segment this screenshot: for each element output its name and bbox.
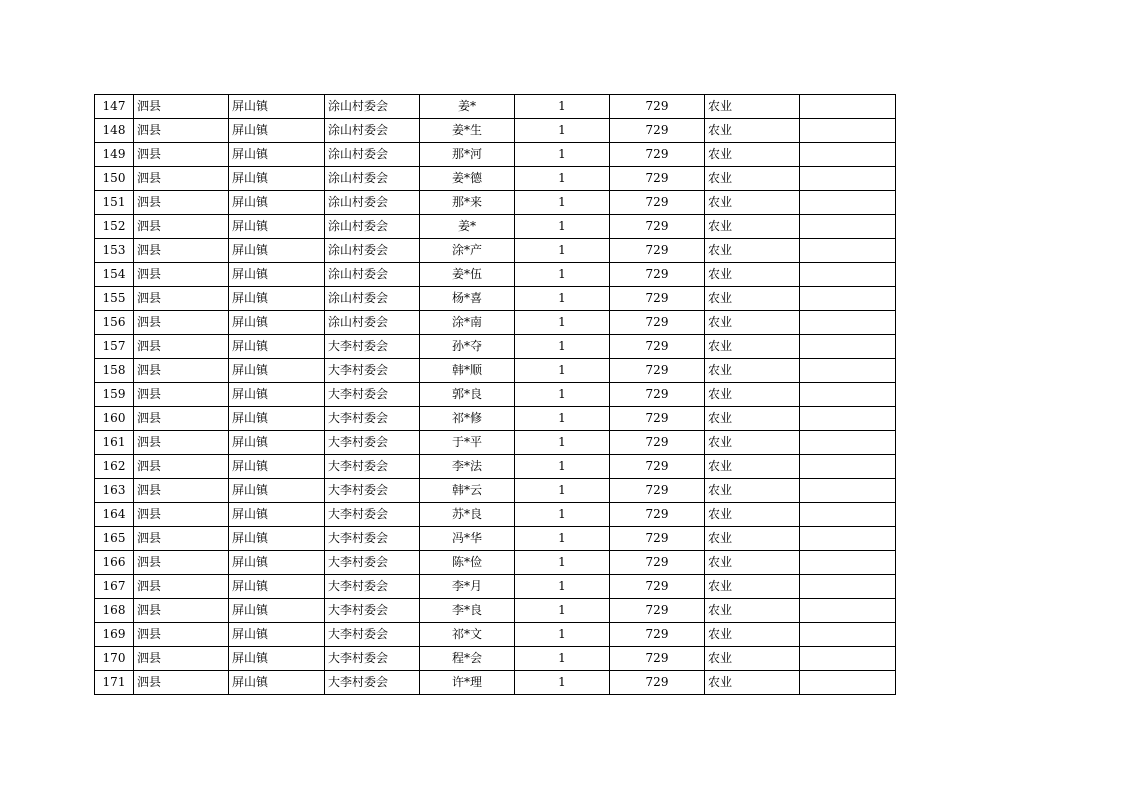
village-cell: 涂山村委会 bbox=[325, 119, 420, 143]
category-cell: 农业 bbox=[705, 647, 800, 671]
village-cell: 涂山村委会 bbox=[325, 95, 420, 119]
row-number-cell: 160 bbox=[95, 407, 134, 431]
town-cell: 屏山镇 bbox=[229, 215, 325, 239]
village-cell: 涂山村委会 bbox=[325, 263, 420, 287]
name-cell: 祁*修 bbox=[420, 407, 515, 431]
amount-cell: 729 bbox=[610, 359, 705, 383]
town-cell: 屏山镇 bbox=[229, 599, 325, 623]
county-cell: 泗县 bbox=[134, 551, 229, 575]
table-row bbox=[95, 671, 896, 695]
village-cell: 涂山村委会 bbox=[325, 311, 420, 335]
category-cell: 农业 bbox=[705, 623, 800, 647]
village-cell: 涂山村委会 bbox=[325, 215, 420, 239]
town-cell: 屏山镇 bbox=[229, 479, 325, 503]
amount-cell: 729 bbox=[610, 407, 705, 431]
table-row bbox=[95, 623, 896, 647]
count-cell: 1 bbox=[515, 383, 610, 407]
table-row bbox=[95, 479, 896, 503]
row-number-cell: 155 bbox=[95, 287, 134, 311]
village-cell: 涂山村委会 bbox=[325, 191, 420, 215]
count-cell: 1 bbox=[515, 551, 610, 575]
category-cell: 农业 bbox=[705, 119, 800, 143]
town-cell: 屏山镇 bbox=[229, 167, 325, 191]
county-cell: 泗县 bbox=[134, 287, 229, 311]
county-cell: 泗县 bbox=[134, 503, 229, 527]
village-cell: 大李村委会 bbox=[325, 383, 420, 407]
remark-cell bbox=[800, 167, 896, 191]
county-cell: 泗县 bbox=[134, 335, 229, 359]
count-cell: 1 bbox=[515, 671, 610, 695]
remark-cell bbox=[800, 431, 896, 455]
name-cell: 姜*伍 bbox=[420, 263, 515, 287]
town-cell: 屏山镇 bbox=[229, 551, 325, 575]
name-cell: 韩*顺 bbox=[420, 359, 515, 383]
category-cell: 农业 bbox=[705, 167, 800, 191]
town-cell: 屏山镇 bbox=[229, 119, 325, 143]
row-number-cell: 168 bbox=[95, 599, 134, 623]
table-row bbox=[95, 503, 896, 527]
amount-cell: 729 bbox=[610, 671, 705, 695]
remark-cell bbox=[800, 263, 896, 287]
village-cell: 大李村委会 bbox=[325, 647, 420, 671]
amount-cell: 729 bbox=[610, 383, 705, 407]
count-cell: 1 bbox=[515, 263, 610, 287]
remark-cell bbox=[800, 623, 896, 647]
category-cell: 农业 bbox=[705, 263, 800, 287]
category-cell: 农业 bbox=[705, 599, 800, 623]
village-cell: 大李村委会 bbox=[325, 599, 420, 623]
village-cell: 涂山村委会 bbox=[325, 167, 420, 191]
village-cell: 大李村委会 bbox=[325, 359, 420, 383]
remark-cell bbox=[800, 527, 896, 551]
name-cell: 冯*华 bbox=[420, 527, 515, 551]
category-cell: 农业 bbox=[705, 95, 800, 119]
count-cell: 1 bbox=[515, 503, 610, 527]
table-row bbox=[95, 215, 896, 239]
remark-cell bbox=[800, 239, 896, 263]
row-number-cell: 153 bbox=[95, 239, 134, 263]
amount-cell: 729 bbox=[610, 95, 705, 119]
name-cell: 涂*南 bbox=[420, 311, 515, 335]
town-cell: 屏山镇 bbox=[229, 647, 325, 671]
name-cell: 姜* bbox=[420, 95, 515, 119]
county-cell: 泗县 bbox=[134, 455, 229, 479]
amount-cell: 729 bbox=[610, 647, 705, 671]
table-row bbox=[95, 335, 896, 359]
town-cell: 屏山镇 bbox=[229, 95, 325, 119]
amount-cell: 729 bbox=[610, 503, 705, 527]
row-number-cell: 156 bbox=[95, 311, 134, 335]
row-number-cell: 150 bbox=[95, 167, 134, 191]
row-number-cell: 149 bbox=[95, 143, 134, 167]
name-cell: 那*河 bbox=[420, 143, 515, 167]
remark-cell bbox=[800, 287, 896, 311]
row-number-cell: 169 bbox=[95, 623, 134, 647]
remark-cell bbox=[800, 479, 896, 503]
town-cell: 屏山镇 bbox=[229, 287, 325, 311]
count-cell: 1 bbox=[515, 431, 610, 455]
county-cell: 泗县 bbox=[134, 119, 229, 143]
count-cell: 1 bbox=[515, 575, 610, 599]
village-cell: 大李村委会 bbox=[325, 455, 420, 479]
village-cell: 大李村委会 bbox=[325, 335, 420, 359]
village-cell: 涂山村委会 bbox=[325, 143, 420, 167]
count-cell: 1 bbox=[515, 527, 610, 551]
name-cell: 涂*产 bbox=[420, 239, 515, 263]
amount-cell: 729 bbox=[610, 527, 705, 551]
table-row bbox=[95, 455, 896, 479]
remark-cell bbox=[800, 335, 896, 359]
name-cell: 李*月 bbox=[420, 575, 515, 599]
row-number-cell: 158 bbox=[95, 359, 134, 383]
row-number-cell: 164 bbox=[95, 503, 134, 527]
count-cell: 1 bbox=[515, 647, 610, 671]
category-cell: 农业 bbox=[705, 527, 800, 551]
row-number-cell: 171 bbox=[95, 671, 134, 695]
county-cell: 泗县 bbox=[134, 359, 229, 383]
amount-cell: 729 bbox=[610, 263, 705, 287]
amount-cell: 729 bbox=[610, 287, 705, 311]
remark-cell bbox=[800, 575, 896, 599]
table-row bbox=[95, 359, 896, 383]
table-row bbox=[95, 551, 896, 575]
amount-cell: 729 bbox=[610, 599, 705, 623]
county-cell: 泗县 bbox=[134, 623, 229, 647]
name-cell: 郭*良 bbox=[420, 383, 515, 407]
category-cell: 农业 bbox=[705, 359, 800, 383]
village-cell: 涂山村委会 bbox=[325, 239, 420, 263]
category-cell: 农业 bbox=[705, 335, 800, 359]
county-cell: 泗县 bbox=[134, 431, 229, 455]
amount-cell: 729 bbox=[610, 167, 705, 191]
row-number-cell: 147 bbox=[95, 95, 134, 119]
category-cell: 农业 bbox=[705, 383, 800, 407]
county-cell: 泗县 bbox=[134, 191, 229, 215]
row-number-cell: 148 bbox=[95, 119, 134, 143]
town-cell: 屏山镇 bbox=[229, 407, 325, 431]
name-cell: 李*良 bbox=[420, 599, 515, 623]
county-cell: 泗县 bbox=[134, 575, 229, 599]
category-cell: 农业 bbox=[705, 431, 800, 455]
village-cell: 大李村委会 bbox=[325, 671, 420, 695]
town-cell: 屏山镇 bbox=[229, 311, 325, 335]
name-cell: 孙*夺 bbox=[420, 335, 515, 359]
category-cell: 农业 bbox=[705, 551, 800, 575]
table-row bbox=[95, 431, 896, 455]
name-cell: 苏*良 bbox=[420, 503, 515, 527]
town-cell: 屏山镇 bbox=[229, 239, 325, 263]
name-cell: 姜* bbox=[420, 215, 515, 239]
row-number-cell: 163 bbox=[95, 479, 134, 503]
category-cell: 农业 bbox=[705, 455, 800, 479]
county-cell: 泗县 bbox=[134, 599, 229, 623]
row-number-cell: 157 bbox=[95, 335, 134, 359]
row-number-cell: 165 bbox=[95, 527, 134, 551]
village-cell: 大李村委会 bbox=[325, 407, 420, 431]
town-cell: 屏山镇 bbox=[229, 143, 325, 167]
county-cell: 泗县 bbox=[134, 311, 229, 335]
row-number-cell: 162 bbox=[95, 455, 134, 479]
town-cell: 屏山镇 bbox=[229, 383, 325, 407]
amount-cell: 729 bbox=[610, 191, 705, 215]
category-cell: 农业 bbox=[705, 575, 800, 599]
county-cell: 泗县 bbox=[134, 383, 229, 407]
table-row bbox=[95, 599, 896, 623]
village-cell: 大李村委会 bbox=[325, 623, 420, 647]
amount-cell: 729 bbox=[610, 623, 705, 647]
town-cell: 屏山镇 bbox=[229, 455, 325, 479]
count-cell: 1 bbox=[515, 479, 610, 503]
remark-cell bbox=[800, 599, 896, 623]
count-cell: 1 bbox=[515, 599, 610, 623]
town-cell: 屏山镇 bbox=[229, 359, 325, 383]
county-cell: 泗县 bbox=[134, 479, 229, 503]
county-cell: 泗县 bbox=[134, 407, 229, 431]
remark-cell bbox=[800, 407, 896, 431]
category-cell: 农业 bbox=[705, 239, 800, 263]
count-cell: 1 bbox=[515, 359, 610, 383]
remark-cell bbox=[800, 503, 896, 527]
town-cell: 屏山镇 bbox=[229, 575, 325, 599]
town-cell: 屏山镇 bbox=[229, 431, 325, 455]
count-cell: 1 bbox=[515, 95, 610, 119]
category-cell: 农业 bbox=[705, 143, 800, 167]
table-row bbox=[95, 287, 896, 311]
row-number-cell: 161 bbox=[95, 431, 134, 455]
remark-cell bbox=[800, 191, 896, 215]
table-row bbox=[95, 239, 896, 263]
row-number-cell: 166 bbox=[95, 551, 134, 575]
county-cell: 泗县 bbox=[134, 167, 229, 191]
amount-cell: 729 bbox=[610, 431, 705, 455]
amount-cell: 729 bbox=[610, 215, 705, 239]
count-cell: 1 bbox=[515, 455, 610, 479]
amount-cell: 729 bbox=[610, 455, 705, 479]
table-row bbox=[95, 167, 896, 191]
amount-cell: 729 bbox=[610, 479, 705, 503]
town-cell: 屏山镇 bbox=[229, 527, 325, 551]
data-table bbox=[94, 94, 896, 695]
count-cell: 1 bbox=[515, 215, 610, 239]
remark-cell bbox=[800, 143, 896, 167]
name-cell: 程*会 bbox=[420, 647, 515, 671]
row-number-cell: 167 bbox=[95, 575, 134, 599]
village-cell: 大李村委会 bbox=[325, 575, 420, 599]
remark-cell bbox=[800, 359, 896, 383]
name-cell: 韩*云 bbox=[420, 479, 515, 503]
county-cell: 泗县 bbox=[134, 215, 229, 239]
county-cell: 泗县 bbox=[134, 143, 229, 167]
table-row bbox=[95, 647, 896, 671]
name-cell: 许*理 bbox=[420, 671, 515, 695]
town-cell: 屏山镇 bbox=[229, 671, 325, 695]
row-number-cell: 159 bbox=[95, 383, 134, 407]
remark-cell bbox=[800, 383, 896, 407]
amount-cell: 729 bbox=[610, 143, 705, 167]
count-cell: 1 bbox=[515, 407, 610, 431]
category-cell: 农业 bbox=[705, 191, 800, 215]
name-cell: 姜*德 bbox=[420, 167, 515, 191]
remark-cell bbox=[800, 215, 896, 239]
name-cell: 于*平 bbox=[420, 431, 515, 455]
town-cell: 屏山镇 bbox=[229, 263, 325, 287]
row-number-cell: 170 bbox=[95, 647, 134, 671]
county-cell: 泗县 bbox=[134, 263, 229, 287]
row-number-cell: 154 bbox=[95, 263, 134, 287]
count-cell: 1 bbox=[515, 119, 610, 143]
amount-cell: 729 bbox=[610, 551, 705, 575]
town-cell: 屏山镇 bbox=[229, 191, 325, 215]
count-cell: 1 bbox=[515, 167, 610, 191]
county-cell: 泗县 bbox=[134, 647, 229, 671]
table-row bbox=[95, 191, 896, 215]
category-cell: 农业 bbox=[705, 311, 800, 335]
county-cell: 泗县 bbox=[134, 671, 229, 695]
remark-cell bbox=[800, 95, 896, 119]
name-cell: 那*来 bbox=[420, 191, 515, 215]
row-number-cell: 151 bbox=[95, 191, 134, 215]
county-cell: 泗县 bbox=[134, 527, 229, 551]
village-cell: 大李村委会 bbox=[325, 431, 420, 455]
category-cell: 农业 bbox=[705, 503, 800, 527]
remark-cell bbox=[800, 455, 896, 479]
county-cell: 泗县 bbox=[134, 95, 229, 119]
remark-cell bbox=[800, 671, 896, 695]
town-cell: 屏山镇 bbox=[229, 623, 325, 647]
village-cell: 大李村委会 bbox=[325, 527, 420, 551]
count-cell: 1 bbox=[515, 191, 610, 215]
village-cell: 大李村委会 bbox=[325, 551, 420, 575]
village-cell: 大李村委会 bbox=[325, 479, 420, 503]
town-cell: 屏山镇 bbox=[229, 503, 325, 527]
category-cell: 农业 bbox=[705, 287, 800, 311]
count-cell: 1 bbox=[515, 311, 610, 335]
table-row bbox=[95, 263, 896, 287]
name-cell: 姜*生 bbox=[420, 119, 515, 143]
village-cell: 涂山村委会 bbox=[325, 287, 420, 311]
amount-cell: 729 bbox=[610, 575, 705, 599]
category-cell: 农业 bbox=[705, 215, 800, 239]
remark-cell bbox=[800, 311, 896, 335]
remark-cell bbox=[800, 551, 896, 575]
count-cell: 1 bbox=[515, 287, 610, 311]
category-cell: 农业 bbox=[705, 407, 800, 431]
name-cell: 祁*文 bbox=[420, 623, 515, 647]
table-row bbox=[95, 527, 896, 551]
category-cell: 农业 bbox=[705, 479, 800, 503]
table-row bbox=[95, 143, 896, 167]
table-row bbox=[95, 311, 896, 335]
count-cell: 1 bbox=[515, 143, 610, 167]
remark-cell bbox=[800, 119, 896, 143]
count-cell: 1 bbox=[515, 335, 610, 359]
name-cell: 杨*喜 bbox=[420, 287, 515, 311]
county-cell: 泗县 bbox=[134, 239, 229, 263]
amount-cell: 729 bbox=[610, 119, 705, 143]
remark-cell bbox=[800, 647, 896, 671]
name-cell: 李*法 bbox=[420, 455, 515, 479]
table-row bbox=[95, 119, 896, 143]
table-row bbox=[95, 575, 896, 599]
table-row bbox=[95, 95, 896, 119]
name-cell: 陈*俭 bbox=[420, 551, 515, 575]
amount-cell: 729 bbox=[610, 335, 705, 359]
row-number-cell: 152 bbox=[95, 215, 134, 239]
category-cell: 农业 bbox=[705, 671, 800, 695]
village-cell: 大李村委会 bbox=[325, 503, 420, 527]
table-row bbox=[95, 407, 896, 431]
town-cell: 屏山镇 bbox=[229, 335, 325, 359]
amount-cell: 729 bbox=[610, 311, 705, 335]
count-cell: 1 bbox=[515, 239, 610, 263]
table-row bbox=[95, 383, 896, 407]
amount-cell: 729 bbox=[610, 239, 705, 263]
count-cell: 1 bbox=[515, 623, 610, 647]
